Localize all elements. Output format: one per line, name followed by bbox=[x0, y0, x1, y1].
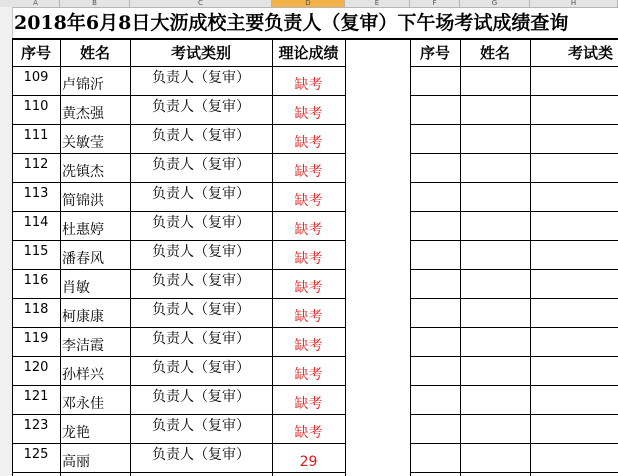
right-column-divider bbox=[460, 40, 461, 476]
left-row-divider bbox=[12, 240, 345, 241]
left-column-divider bbox=[60, 40, 61, 476]
table-row-exam-type[interactable]: 负责人（复审） bbox=[152, 186, 250, 202]
right-row-divider bbox=[410, 211, 618, 212]
table-row-score[interactable]: 缺考 bbox=[294, 106, 323, 122]
left-column-divider bbox=[272, 40, 273, 476]
right-row-divider bbox=[410, 298, 618, 299]
left-row-divider bbox=[12, 414, 345, 415]
left-row-divider bbox=[12, 298, 345, 299]
column-header-d[interactable]: D bbox=[272, 0, 345, 7]
left-column-divider bbox=[345, 40, 346, 476]
sheet-title[interactable]: 2018年6月8日大沥成校主要负责人（复审）下午场考试成绩查询 bbox=[14, 12, 569, 34]
column-header-c[interactable]: C bbox=[130, 0, 272, 7]
left-header-type[interactable]: 考试类别 bbox=[170, 44, 231, 62]
table-row-number[interactable]: 109 bbox=[23, 70, 49, 85]
table-row-number[interactable]: 119 bbox=[23, 331, 49, 346]
left-row-divider bbox=[12, 211, 345, 212]
left-row-divider bbox=[12, 95, 345, 96]
table-row-score[interactable]: 缺考 bbox=[294, 135, 323, 151]
table-row-score[interactable]: 缺考 bbox=[294, 396, 323, 412]
left-row-divider bbox=[12, 385, 345, 386]
table-row-score[interactable]: 缺考 bbox=[294, 164, 323, 180]
left-header-name[interactable]: 姓名 bbox=[79, 44, 110, 62]
right-header-no[interactable]: 序号 bbox=[419, 44, 450, 62]
table-row-name[interactable]: 潘春风 bbox=[62, 251, 104, 267]
column-header-bar bbox=[0, 0, 618, 8]
table-row-exam-type[interactable]: 负责人（复审） bbox=[152, 157, 250, 173]
column-header-a[interactable]: A bbox=[12, 0, 60, 7]
right-row-divider bbox=[410, 356, 618, 357]
right-column-divider bbox=[410, 40, 411, 476]
table-row-exam-type[interactable]: 负责人（复审） bbox=[152, 418, 250, 434]
right-row-divider bbox=[410, 95, 618, 96]
right-row-divider bbox=[410, 182, 618, 183]
right-row-divider bbox=[410, 385, 618, 386]
left-row-divider bbox=[12, 124, 345, 125]
table-row-score[interactable]: 缺考 bbox=[294, 367, 323, 383]
column-header-g[interactable]: G bbox=[460, 0, 530, 7]
left-row-divider bbox=[12, 443, 345, 444]
left-header-divider bbox=[12, 66, 345, 67]
table-row-exam-type[interactable]: 负责人（复审） bbox=[152, 360, 250, 376]
right-header-name[interactable]: 姓名 bbox=[479, 44, 510, 62]
table-row-number[interactable]: 121 bbox=[23, 389, 49, 404]
table-row-exam-type[interactable]: 负责人（复审） bbox=[152, 447, 250, 463]
table-row-name[interactable]: 卢锦沂 bbox=[62, 77, 104, 93]
column-header-f[interactable]: F bbox=[410, 0, 460, 7]
table-row-number[interactable]: 125 bbox=[23, 447, 49, 462]
right-row-divider bbox=[410, 240, 618, 241]
left-header-score[interactable]: 理论成绩 bbox=[278, 44, 339, 62]
table-row-number[interactable]: 115 bbox=[23, 244, 49, 259]
left-row-divider bbox=[12, 472, 345, 473]
right-header-divider bbox=[410, 66, 618, 67]
table-row-score[interactable]: 缺考 bbox=[294, 338, 323, 354]
table-row-name[interactable]: 杜惠婷 bbox=[62, 222, 104, 238]
right-row-divider bbox=[410, 124, 618, 125]
left-header-no[interactable]: 序号 bbox=[20, 44, 51, 62]
left-row-divider bbox=[12, 153, 345, 154]
left-column-divider bbox=[130, 40, 131, 476]
table-row-number[interactable]: 120 bbox=[23, 360, 49, 375]
table-row-name[interactable]: 简锦洪 bbox=[62, 193, 104, 209]
table-row-name[interactable]: 高丽 bbox=[62, 454, 90, 470]
table-row-score[interactable]: 缺考 bbox=[294, 309, 323, 325]
table-row-score[interactable]: 缺考 bbox=[294, 222, 323, 238]
table-row-number[interactable]: 123 bbox=[23, 418, 49, 433]
table-row-name[interactable]: 肖敏 bbox=[62, 280, 90, 296]
table-row-name[interactable]: 黄杰强 bbox=[62, 106, 104, 122]
table-row-exam-type[interactable]: 负责人（复审） bbox=[152, 244, 250, 260]
table-row-score[interactable]: 缺考 bbox=[294, 425, 323, 441]
column-header-b[interactable]: B bbox=[60, 0, 130, 7]
right-row-divider bbox=[410, 414, 618, 415]
table-row-score[interactable]: 缺考 bbox=[294, 77, 323, 93]
column-header-e[interactable]: E bbox=[345, 0, 410, 7]
left-row-divider bbox=[12, 182, 345, 183]
table-row-score[interactable]: 缺考 bbox=[294, 193, 323, 209]
table-row-number[interactable]: 114 bbox=[23, 215, 49, 230]
left-row-divider bbox=[12, 356, 345, 357]
table-row-number[interactable]: 111 bbox=[23, 128, 49, 143]
right-row-divider bbox=[410, 443, 618, 444]
right-row-divider bbox=[410, 472, 618, 473]
table-row-number[interactable]: 116 bbox=[23, 273, 49, 288]
table-row-score[interactable]: 缺考 bbox=[294, 251, 323, 267]
table-row-exam-type[interactable]: 负责人（复审） bbox=[152, 128, 250, 144]
table-row-name[interactable]: 邓永佳 bbox=[62, 396, 104, 412]
table-row-name[interactable]: 冼镇杰 bbox=[62, 164, 104, 180]
table-row-score[interactable]: 缺考 bbox=[294, 280, 323, 296]
table-row-name[interactable]: 孙样兴 bbox=[62, 367, 104, 383]
left-row-divider bbox=[12, 327, 345, 328]
right-row-divider bbox=[410, 153, 618, 154]
table-row-number[interactable]: 112 bbox=[23, 157, 49, 172]
right-row-divider bbox=[410, 327, 618, 328]
table-row-exam-type[interactable]: 负责人（复审） bbox=[152, 273, 250, 289]
left-row-divider bbox=[12, 269, 345, 270]
table-row-exam-type[interactable]: 负责人（复审） bbox=[152, 389, 250, 405]
table-row-number[interactable]: 110 bbox=[23, 99, 49, 114]
table-row-name[interactable]: 关敏莹 bbox=[62, 135, 104, 151]
table-row-exam-type[interactable]: 负责人（复审） bbox=[152, 331, 250, 347]
table-row-name[interactable]: 李洁霞 bbox=[62, 338, 104, 354]
table-row-score[interactable]: 29 bbox=[299, 454, 318, 470]
table-row-exam-type[interactable]: 负责人（复审） bbox=[152, 99, 250, 115]
table-row-exam-type[interactable]: 负责人（复审） bbox=[152, 70, 250, 86]
right-column-divider bbox=[530, 40, 531, 476]
table-row-name[interactable]: 柯康康 bbox=[62, 309, 104, 325]
left-column-divider bbox=[12, 40, 13, 476]
table-row-name[interactable]: 龙艳 bbox=[62, 425, 90, 441]
right-row-divider bbox=[410, 269, 618, 270]
column-header-h[interactable]: H bbox=[530, 0, 618, 7]
table-row-exam-type[interactable]: 负责人（复审） bbox=[152, 302, 250, 318]
right-header-type[interactable]: 考试类 bbox=[568, 44, 614, 62]
table-row-exam-type[interactable]: 负责人（复审） bbox=[152, 215, 250, 231]
table-row-number[interactable]: 113 bbox=[23, 186, 49, 201]
table-row-number[interactable]: 118 bbox=[23, 302, 49, 317]
